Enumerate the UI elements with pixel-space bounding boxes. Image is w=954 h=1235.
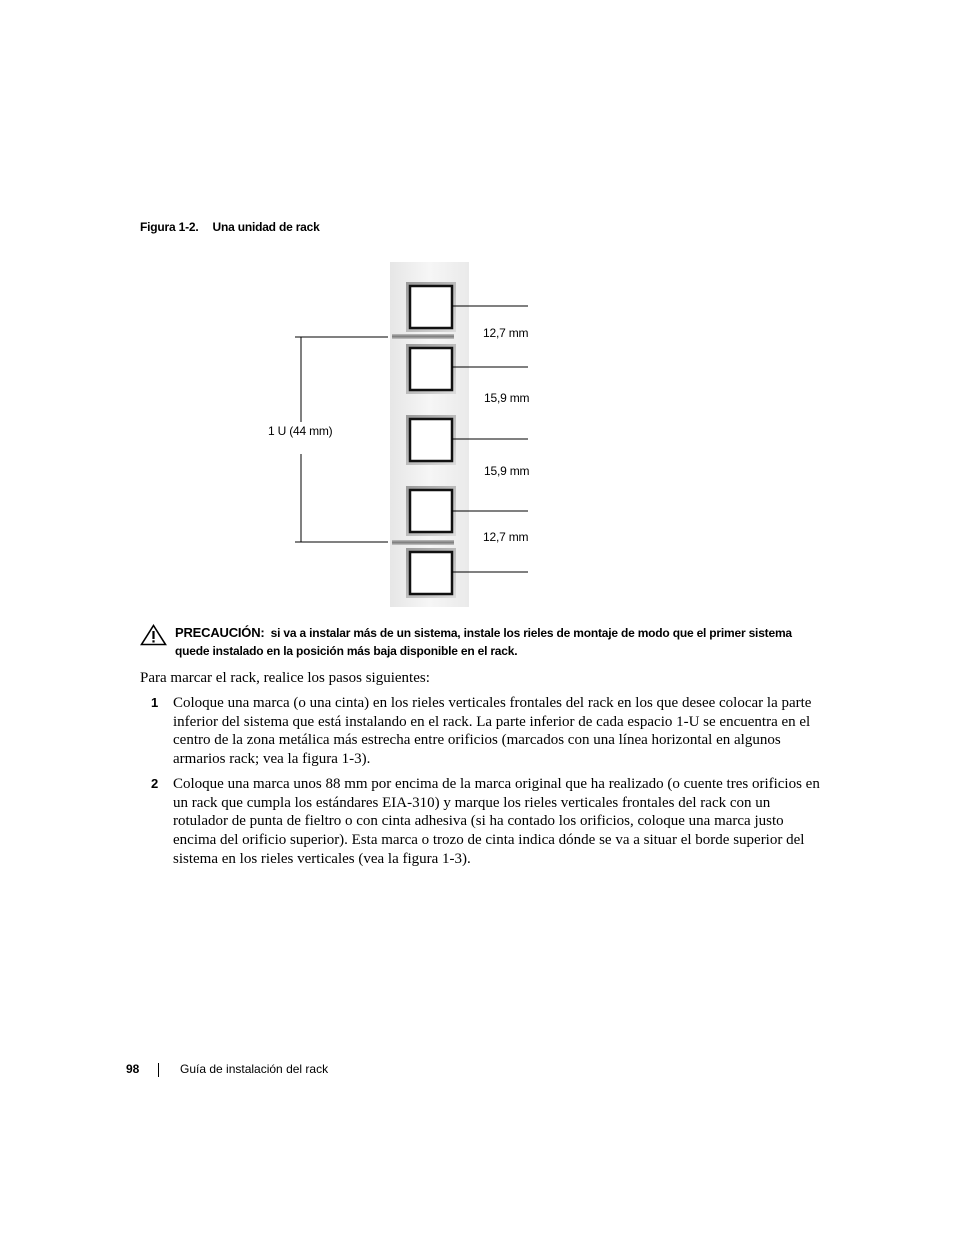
step-number: 1 — [151, 695, 159, 710]
step-text: Coloque una marca unos 88 mm por encima de la marca original que ha realizado (o cuente tres orificios en un rack que cumpla los estándares EIA-310) y marque los rieles verticales frontales del rack con un rotulador de punta de fieltro o con cinta adhesiva (si ha contado los orificios, coloque una marca justo encima del orificio superior). Esta marca o trozo de cinta indica dónde se va a situar el borde superior del sistema en los rieles verticales (vea la figura 1-3). — [173, 776, 820, 867]
figure-number: Figura 1-2. — [140, 220, 199, 234]
step-number: 2 — [151, 776, 159, 791]
rack-unit-diagram — [260, 262, 550, 607]
figure-caption — [140, 220, 320, 234]
caution-lead: PRECAUCIÓN: — [175, 625, 265, 640]
caution-notice — [140, 624, 820, 660]
spacing-label-3: 15,9 mm — [484, 464, 530, 478]
step-item — [140, 775, 820, 869]
spacing-label-2: 15,9 mm — [484, 391, 530, 405]
spacing-label-1: 12,7 mm — [483, 326, 529, 340]
rack-hole-2 — [406, 344, 456, 394]
footer-title: Guía de instalación del rack — [180, 1062, 329, 1076]
rack-hole-3 — [406, 415, 456, 465]
caution-message: si va a instalar más de un sistema, instale los rieles de montaje de modo que el primer sistema quede instalado en la posición más baja disponible en el rack. — [175, 626, 792, 658]
intro-paragraph: Para marcar el rack, realice los pasos siguientes: — [140, 670, 430, 686]
footer-divider — [158, 1063, 159, 1077]
rack-hole-4 — [406, 486, 456, 536]
page-footer — [126, 1062, 329, 1076]
spacing-label-4: 12,7 mm — [483, 530, 529, 544]
rack-hole-1 — [406, 282, 456, 332]
unit-boundary-bar-bottom — [392, 540, 454, 545]
page-number: 98 — [126, 1062, 140, 1076]
figure-title: Una unidad de rack — [212, 220, 320, 234]
unit-height-label: 1 U (44 mm) — [268, 424, 333, 438]
rack-hole-5 — [406, 548, 456, 598]
step-text: Coloque una marca (o una cinta) en los rieles verticales frontales del rack en los que desee colocar la parte inferior del sistema que está instalando en el rack. La parte inferior de cada espacio 1-U se encuentra en el centro de la zona metálica más estrecha entre orificios (marcados con una línea horizontal en algunos armarios rack; vea la figura 1-3). — [173, 695, 812, 768]
caution-text-block — [175, 624, 820, 660]
warning-triangle-icon — [140, 624, 167, 646]
step-item — [140, 694, 820, 769]
unit-boundary-bar-top — [392, 334, 454, 339]
unit-bracket — [295, 337, 388, 542]
